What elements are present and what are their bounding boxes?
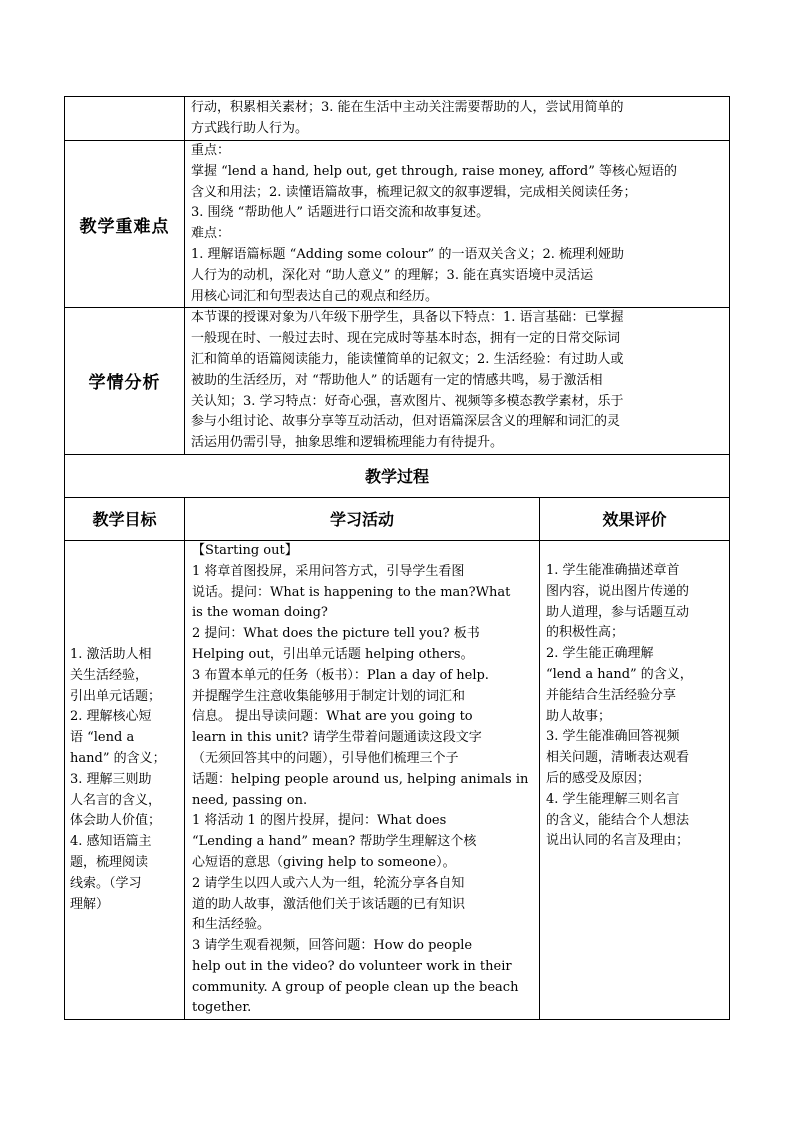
text-line: hand” 的含义； <box>70 750 166 766</box>
text-line: need, passing on. <box>192 792 308 808</box>
row-continued-goals <box>65 97 730 141</box>
text-line: 4. 学生能理解三则名言 <box>546 791 680 807</box>
text-line: 3. 理解三则助 <box>70 771 152 787</box>
text-line: 2 提问：What does the picture tell you? 板书 <box>192 626 480 642</box>
key-points-cell <box>185 141 730 308</box>
column-header-activities: 学习活动 <box>329 510 394 530</box>
text-line: 1. 激活助人相 <box>70 646 152 662</box>
text-line: is the woman doing? <box>192 605 328 621</box>
text-line: 1. 学生能准确描述章首 <box>546 562 680 578</box>
lesson-plan-table <box>64 96 730 1020</box>
text-line: 方式践行助人行为。 <box>191 120 309 136</box>
text-line: 1 将章首图投屏，采用问答方式，引导学生看图 <box>192 563 465 579</box>
text-line: 并提醒学生注意收集能够用于制定计划的词汇和 <box>192 688 466 704</box>
text-line: 说话。提问：What is happening to the man?What <box>192 584 511 600</box>
text-line: 助人故事； <box>546 708 612 724</box>
text-line: 体会助人价值； <box>70 813 162 829</box>
text-line: 被助的生活经历，对 “帮助他人” 的话题有一定的情感共鸣，易于激活相 <box>191 372 603 388</box>
text-line: 重点： <box>191 143 231 158</box>
text-line: 并能结合生活经验分享 <box>546 687 677 703</box>
text-line: 活运用仍需引导，抽象思维和逻辑梳理能力有待提升。 <box>191 435 504 451</box>
text-line: 说出认同的名言及理由； <box>546 833 690 849</box>
text-line: 语 “lend a <box>70 730 135 746</box>
row-key-points <box>65 141 730 308</box>
text-line: 3 请学生观看视频，回答问题：How do people <box>192 938 473 954</box>
row-column-headers <box>65 497 730 540</box>
text-line: 本节课的授课对象为八年级下册学生，具备以下特点：1. 语言基础：已掌握 <box>191 310 624 326</box>
text-line: 后的感受及原因； <box>546 770 651 786</box>
text-line: 一般现在时、一般过去时、现在完成时等基本时态，拥有一定的日常交际词 <box>191 331 621 347</box>
text-line: （无须回答其中的问题），引导他们梳理三个子 <box>192 750 459 766</box>
key-points-label: 教学重难点 <box>79 216 170 237</box>
text-line: 话题：helping people around us, helping animals in <box>192 771 529 787</box>
text-line: 3 布置本单元的任务（板书）：Plan a day of help. <box>192 667 489 683</box>
text-line: 人行为的动机，深化对 “助人意义” 的理解；3. 能在真实语境中灵活运 <box>191 267 594 283</box>
row-process-title <box>65 454 730 497</box>
text-line: 4. 感知语篇主 <box>70 834 152 850</box>
text-line: 的积极性高； <box>546 625 625 641</box>
process-title: 教学过程 <box>365 467 430 487</box>
goals-cell <box>65 540 185 1019</box>
text-line: 【Starting out】 <box>192 542 298 558</box>
text-line: 引出单元话题； <box>70 688 162 704</box>
text-line: 1. 理解语篇标题 “Adding some colour” 的一语双关含义；2. 梳理利娅助 <box>191 246 624 262</box>
text-line: 掌握 “lend a hand, help out, get through, raise money, afford” 等核心短语的 <box>191 163 677 179</box>
text-line: 信息。 提出导读问题：What are you going to <box>192 709 473 725</box>
text-line: 道的助人故事，激活他们关于该话题的已有知识 <box>192 896 466 912</box>
text-line: 心短语的意思（giving help to someone）。 <box>192 854 456 870</box>
text-line: 2. 学生能正确理解 <box>546 646 654 662</box>
continued-goals-cell <box>185 97 730 141</box>
text-line: 关生活经验， <box>70 667 149 683</box>
text-line: 难点： <box>191 226 231 242</box>
text-line: 参与小组讨论、故事分享等互动活动，但对语篇深层含义的理解和词汇的灵 <box>191 414 621 430</box>
text-line: “lend a hand” 的含义， <box>546 666 693 682</box>
text-line: “Lending a hand” mean? 帮助学生理解这个核 <box>192 834 477 850</box>
text-line: 3. 围绕 “帮助他人” 话题进行口语交流和故事复述。 <box>191 205 490 221</box>
text-line: 助人道理，参与话题互动 <box>546 604 690 620</box>
text-line: 含义和用法；2. 读懂语篇故事，梳理记叙文的叙事逻辑，完成相关阅读任务； <box>191 184 637 200</box>
text-line: help out in the video? do volunteer work in their <box>192 958 512 974</box>
text-line: 行动，积累相关素材；3. 能在生活中主动关注需要帮助的人，尝试用简单的 <box>191 100 624 115</box>
text-line: together. <box>192 1000 252 1016</box>
row-process-content <box>65 540 730 1019</box>
text-line: Helping out，引出单元话题 helping others。 <box>192 646 474 662</box>
text-line: 汇和简单的语篇阅读能力，能读懂简单的记叙文；2. 生活经验：有过助人或 <box>191 351 624 367</box>
text-line: 理解） <box>70 896 110 912</box>
text-line: 关认知；3. 学习特点：好奇心强，喜欢图片、视频等多模态教学素材，乐于 <box>191 393 624 409</box>
text-line: 和生活经验。 <box>192 917 271 933</box>
evaluation-cell <box>540 540 730 1019</box>
column-header-goals: 教学目标 <box>92 510 157 530</box>
column-header-evaluation: 效果评价 <box>602 510 667 530</box>
text-line: 题，梳理阅读 <box>70 854 149 870</box>
text-line: community. A group of people clean up the beach <box>192 979 519 995</box>
text-line: 人名言的含义， <box>70 792 162 808</box>
row-learner-analysis <box>65 308 730 455</box>
text-line: 线索。（学习 <box>70 875 142 891</box>
text-line: 的含义，能结合个人想法 <box>546 812 690 828</box>
text-line: 用核心词汇和句型表达自己的观点和经历。 <box>191 288 439 304</box>
activities-cell <box>185 540 540 1019</box>
text-line: 1 将活动 1 的图片投屏，提问：What does <box>192 813 447 829</box>
text-line: 3. 学生能准确回答视频 <box>546 729 680 745</box>
text-line: 2. 理解核心短 <box>70 709 152 725</box>
text-line: learn in this unit? 请学生带着问题通读这段文字 <box>192 730 482 746</box>
learner-analysis-cell <box>185 308 730 455</box>
text-line: 图内容，说出图片传递的 <box>546 583 690 599</box>
text-line: 2 请学生以四人或六人为一组，轮流分享各自知 <box>192 875 465 891</box>
text-line: 相关问题，清晰表达观看 <box>546 750 690 766</box>
learner-analysis-label: 学情分析 <box>88 373 161 394</box>
